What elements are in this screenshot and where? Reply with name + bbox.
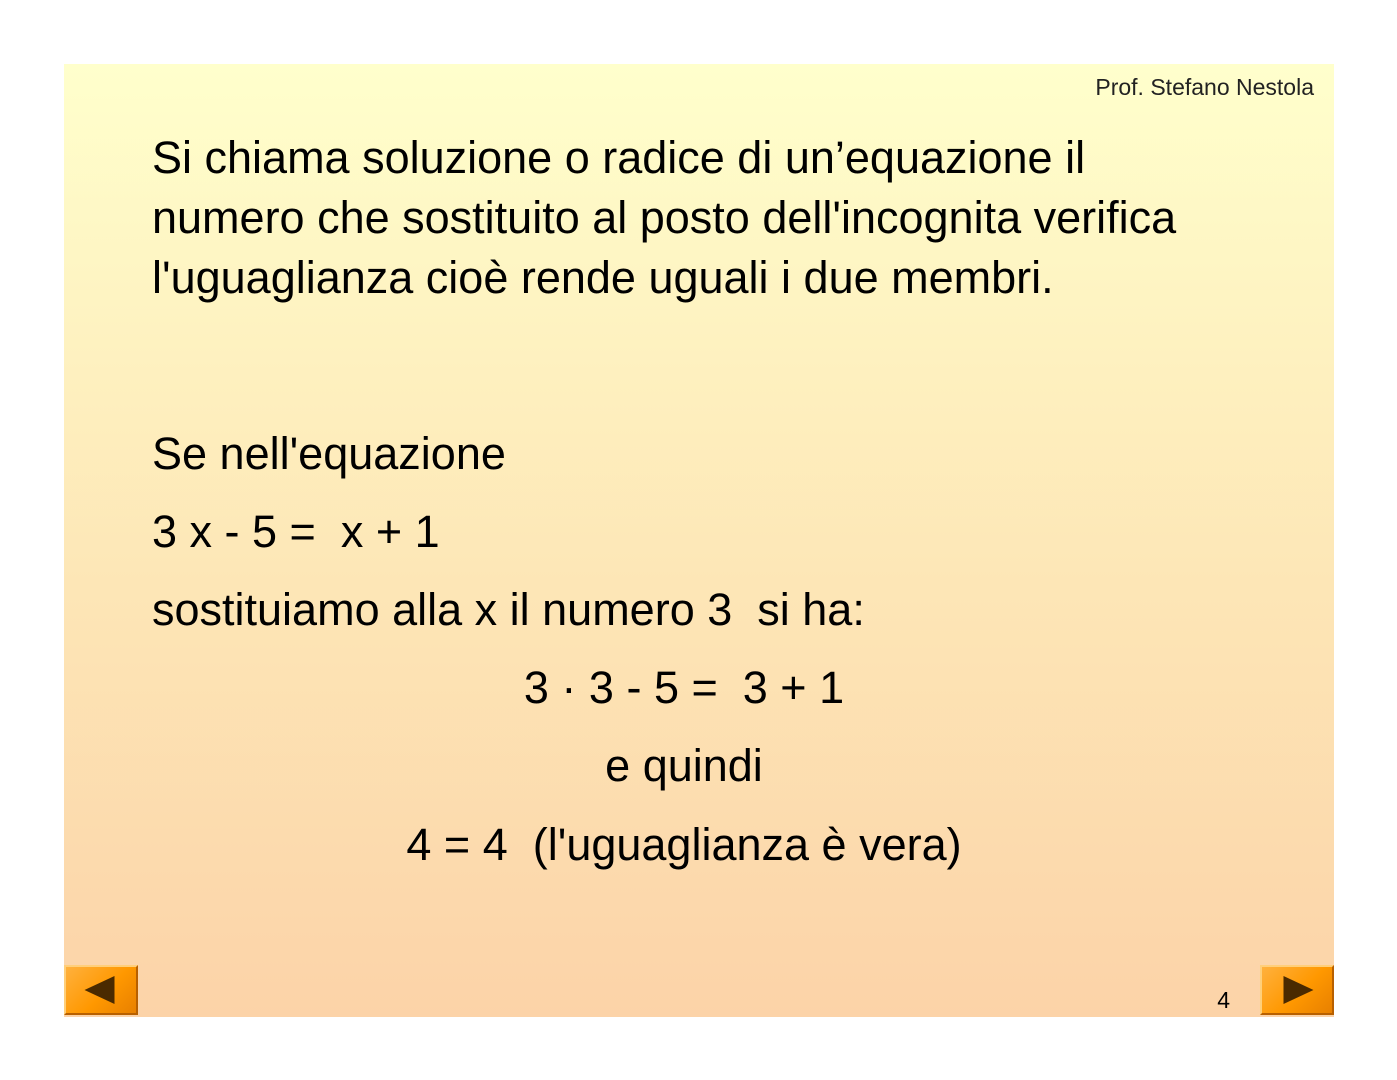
substitution-text: sostituiamo alla x il numero 3 si ha: (152, 584, 865, 635)
result-text: 4 = 4 (l'uguaglianza è vera) (406, 819, 962, 870)
connector-text: e quindi (605, 740, 763, 791)
equation-text: 3 x - 5 = x + 1 (152, 506, 440, 557)
triangle-left-icon (85, 976, 115, 1004)
computation-text: 3 · 3 - 5 = 3 + 1 (523, 662, 845, 713)
author-label: Prof. Stefano Nestola (1095, 74, 1314, 100)
intro-text: Se nell'equazione (152, 428, 506, 479)
slide (64, 64, 1334, 1017)
triangle-right-icon (1284, 976, 1314, 1004)
previous-slide-button[interactable] (64, 965, 138, 1015)
definition-text: Si chiama soluzione o radice di un’equazione il numero che sostituito al posto dell'incognita verifica l'uguaglianza cioè rende uguali i due membri. (152, 132, 1177, 303)
next-slide-button[interactable] (1260, 965, 1334, 1015)
page-number: 4 (1217, 987, 1230, 1013)
